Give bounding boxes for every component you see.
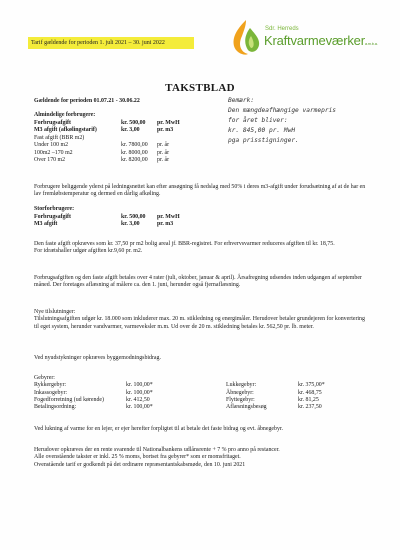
price-amount: kr. 3,00 (121, 127, 140, 133)
price-unit: pr. MwH (157, 119, 180, 126)
price-table-large (34, 206, 224, 230)
price-unit: pr. m3 (157, 221, 174, 227)
price-amount: kr. 7800,00 (121, 142, 148, 148)
price-amount: kr. 500,00 (121, 119, 146, 126)
price-label: Over 170 m2 (34, 157, 66, 163)
period-heading: Gældende for perioden 01.07.21 - 30.06.22 (34, 98, 140, 104)
price-amount: kr. 8200,00 (121, 157, 148, 163)
note-line: Den mængdeafhængige varmepris (228, 107, 337, 114)
fee-label: Lukkegebyr: (226, 382, 257, 389)
fee-label: Fogedforretning (ud kørende) (34, 396, 105, 403)
fees-section (34, 375, 374, 420)
fee-value: kr. 100,00* (126, 404, 153, 411)
price-amount: kr. 8000,00 (121, 149, 148, 156)
note-line: pga prisstigninger. (228, 137, 299, 144)
note-line: for året bliver: (228, 117, 288, 124)
price-label: Forbrugsafgift (34, 119, 71, 126)
price-amount: kr. 3,00 (121, 221, 140, 227)
large-consumers-heading: Storforbrugere: (34, 206, 75, 212)
interest-vat-paragraph (34, 447, 370, 469)
paragraph-line: Den faste afgift opkræves som kr. 37,50 pr m2 bolig areal jf. BBR-registret. For erhvervsvarmer reduceres afgiften til kr. 18,75. (34, 241, 335, 247)
new-connections-paragraph (34, 309, 370, 331)
flame-drop-logo-icon (226, 18, 266, 58)
fee-value: kr. 81,25 (298, 396, 319, 403)
fee-label: Aflæsningsbesøg (226, 404, 267, 411)
paragraph-line: Tilslutningsafgiften udgør kr. 18.000 som inkluderer max. 20 m. stikledning og energimåler. Herudover betaler grundejeren for konvertering til eget system, herunder vandvarmer, varmeveksler m.m. Ud over de 20 m. stikledning betales kr. 562,50 pr. lb. meter. (34, 316, 365, 330)
tenant-closure-paragraph: Ved lukning af varme for en lejer, er ejer herefter forpligtet til at betale det faste bidrag og evt. åbnegebyr. (34, 426, 284, 432)
development-paragraph: Ved nyudstykninger opkræves byggemodningsbidrag. (34, 355, 161, 361)
price-unit: pr. m3 (157, 127, 174, 133)
fee-label: Inkassogebyr: (34, 389, 68, 396)
remote-consumer-paragraph: Forbrugere beliggende yderst på ledningsnettet kan efter ansøgning få nedslag med 50% i deres m3-afgift under forudsætning af at de har en lav fremløbstemperatur og dermed en dårlig afkøling. (34, 184, 366, 198)
fees-heading: Gebyrer: (34, 375, 55, 381)
price-label: Under 100 m2 (34, 142, 69, 148)
price-unit: pr. år (157, 142, 170, 148)
fee-label: Rykkergebyr: (34, 382, 67, 389)
logo-suffix: a.m.b.a. (364, 41, 378, 46)
note-line: Bemærk: (228, 97, 255, 104)
fee-value: kr. 468,75 (298, 389, 322, 396)
fee-label: Betalingsordning: (34, 404, 77, 411)
price-unit: pr. år (157, 149, 170, 156)
price-unit: pr. MwH (157, 213, 180, 220)
paragraph-line: Herudover opkræves der en rente svarende til Nationalbankens udlånsrente + 7 % pro anno på restancer. (34, 447, 280, 453)
tariff-period-banner: Tarif gældende for perioden 1. juli 2021 – 30. juni 2022 (28, 37, 194, 49)
page-title: TAKSTBLAD (165, 82, 235, 94)
paragraph-line: Ovenstående tarif er godkendt på det ordinære repræsentantskabsmøde, den 10. juni 2021 (34, 461, 246, 468)
fixed-fee-paragraph (34, 241, 370, 256)
small-consumers-heading: Almindelige forbrugere: (34, 112, 96, 118)
logo-subtitle: Sdr. Herreds (265, 26, 299, 32)
handwritten-note (228, 96, 354, 166)
fee-label: Åbnegebyr: (226, 389, 254, 396)
fee-label: Flyttegebyr: (226, 396, 255, 403)
price-label: Forbrugsafgift (34, 213, 71, 220)
fee-value: kr. 237,50 (298, 404, 322, 411)
fee-value: kr. 412,50 (126, 396, 150, 403)
paragraph-line: Nye tilslutninger: (34, 309, 76, 315)
price-label: M3 afgift (afkølingstarif) (34, 127, 97, 133)
fee-value: kr. 100,00* (126, 382, 153, 389)
note-line: kr. 845,00 pr. MwH (228, 127, 296, 134)
price-amount: kr. 500,00 (121, 213, 146, 220)
price-label: Fast afgift (BBR m2) (34, 134, 85, 141)
fee-value: kr. 375,00* (298, 382, 325, 389)
logo-name: Kraftvarmeværkera.m.b.a. (264, 33, 378, 48)
price-unit: pr. år (157, 157, 170, 163)
price-label: 100m2 –170 m2 (34, 149, 73, 156)
payment-paragraph: Forbrugsafgiften og den faste afgift betales over 4 rater (juli, oktober, januar & april). Årsafregning udsendes inden udgangen af september måned. Der foretages aflæsning af målere ca. den 1. juni, herunder også fjernaflæsning. (34, 275, 362, 289)
fee-value: kr. 100,00* (126, 389, 153, 396)
price-table-small (34, 98, 224, 178)
paragraph-line: For idrætshaller udgør afgiften kr.9,60 pr. m2. (34, 248, 143, 255)
price-label: M3 afgift (34, 221, 58, 227)
paragraph-line: Alle ovenstående takster er inkl. 25 % moms, bortset fra gebyrer* som er momsfritaget. (34, 454, 241, 461)
